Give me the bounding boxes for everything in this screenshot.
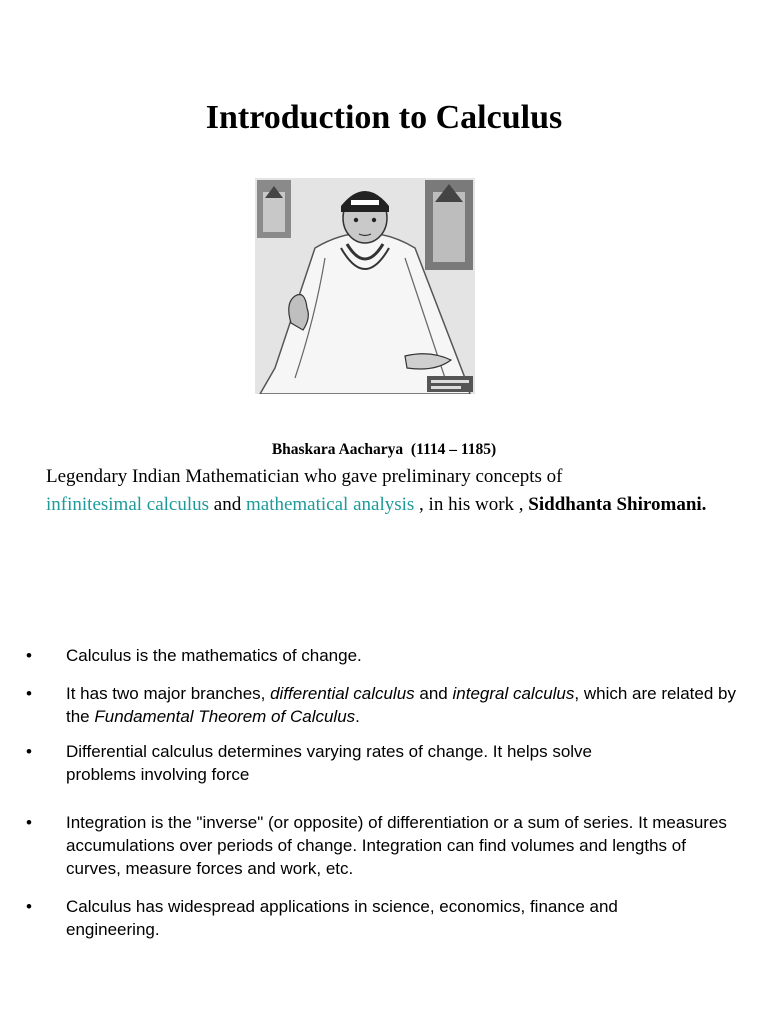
bio-mid: , in his work , [414,494,529,515]
bullet-text: Calculus is the mathematics of change. [66,646,362,665]
bullet-text [66,682,742,728]
differential-calculus-term: differential calculus [270,684,415,703]
bio-and: and [209,494,246,515]
bullet-text-part: It has two major branches, [66,684,271,703]
bullet-text-part: , which are related by the [66,684,736,726]
work-title: Siddhanta Shiromani. [528,494,707,515]
bullet-text-part: and [414,684,453,703]
infinitesimal-calculus-link[interactable]: infinitesimal calculus [46,494,210,515]
bio-line1: Legendary Indian Mathematician who gave preliminary concepts of [46,466,563,487]
bullet-text: Differential calculus determines varying rates of change. It helps solve problems involving force [66,742,593,784]
bullet-icon: • [26,897,32,916]
mathematical-analysis-link[interactable]: mathematical analysis [245,494,415,515]
bullet-icon: • [26,742,32,761]
integral-calculus-term: integral calculus [452,684,575,703]
bullet-icon: • [26,684,32,703]
caption-name: Bhaskara Aacharya [271,441,404,458]
portrait-image [255,178,475,394]
page-title: Introduction to Calculus [205,99,563,136]
bullet-icon: • [26,813,32,832]
bullet-text: Integration is the "inverse" (or opposite) of differentiation or a sum of series. It measures accumulations over periods of change. Integration can find volumes and lengths of curves, measure forces and work, etc. [66,813,727,878]
bio-paragraph [46,463,746,519]
bullet-text: Calculus has widespread applications in science, economics, finance and engineering. [66,897,618,939]
fundamental-theorem-term: Fundamental Theorem of Calculus [94,707,356,726]
bullet-icon: • [26,646,32,665]
caption-dates: (1114 – 1185) [410,441,497,458]
portrait-caption [0,440,768,460]
bullet-text-part: . [355,707,360,726]
